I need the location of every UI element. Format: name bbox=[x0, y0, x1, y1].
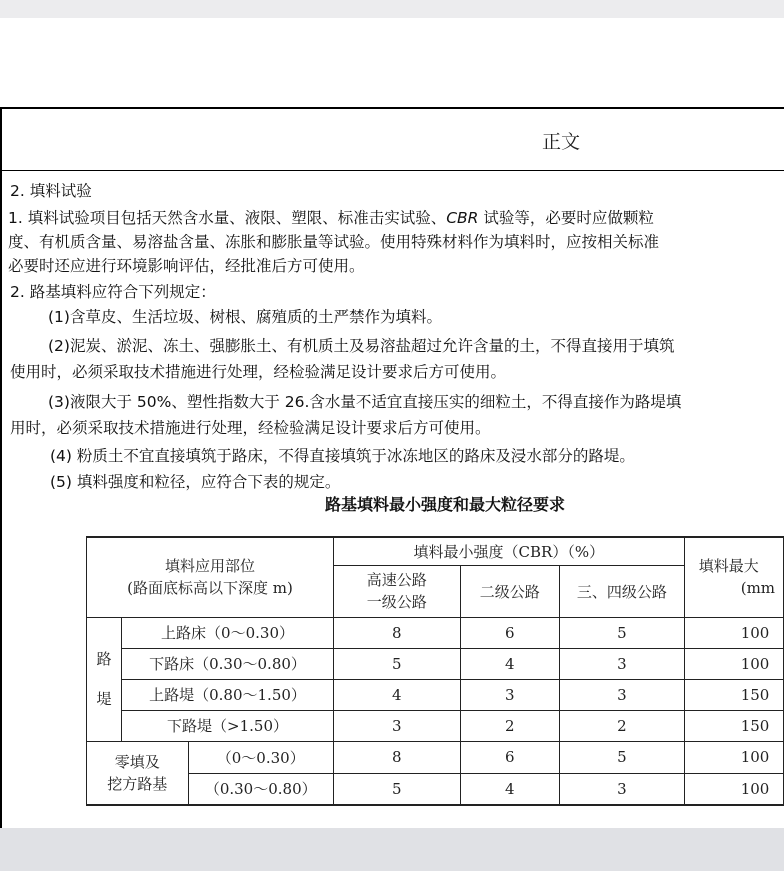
cbr-term: CBR bbox=[446, 209, 479, 227]
group-label-embankment: 路 堤 bbox=[87, 617, 122, 741]
row-value: 5 bbox=[559, 617, 684, 648]
rule-item-5: (5) 填料强度和粒径，应符合下表的规定。 bbox=[50, 473, 341, 491]
row-size: 100 bbox=[684, 648, 783, 679]
rule-item-4: (4) 粉质土不宜直接填筑于路床，不得直接填筑于冰冻地区的路床及浸水部分的路堤。 bbox=[50, 447, 635, 465]
document-page bbox=[0, 18, 784, 828]
window-top-strip bbox=[0, 0, 784, 18]
paragraph-text: 1. 填料试验项目包括天然含水量、液限、塑限、标准击实试验、 bbox=[8, 209, 447, 227]
table-title: 路基填料最小强度和最大粒径要求 bbox=[325, 495, 566, 514]
row-value: 5 bbox=[559, 741, 684, 773]
row-value: 6 bbox=[460, 617, 559, 648]
window-bottom-strip bbox=[0, 828, 784, 871]
row-value: 3 bbox=[559, 679, 684, 710]
header-position: 填料应用部位 (路面底标高以下深度 m) bbox=[87, 537, 334, 617]
rule-item-2: (2)泥炭、淤泥、冻土、强膨胀土、有机质土及易溶盐超过允许含量的土，不得直接用于填筑 bbox=[48, 337, 675, 355]
row-part: 下路床（0.30～0.80） bbox=[122, 648, 334, 679]
row-value: 8 bbox=[333, 741, 460, 773]
rule-item-1: (1)含草皮、生活垃圾、树根、腐殖质的土严禁作为填料。 bbox=[48, 308, 442, 326]
table-row bbox=[87, 773, 784, 805]
header-class2: 二级公路 bbox=[460, 565, 559, 617]
header-class34: 三、四级公路 bbox=[559, 565, 684, 617]
row-part: （0.30～0.80） bbox=[188, 773, 333, 805]
row-value: 3 bbox=[559, 773, 684, 805]
header-strength-group: 填料最小强度（CBR）（%） bbox=[333, 537, 684, 565]
row-value: 3 bbox=[559, 648, 684, 679]
row-size: 100 bbox=[684, 741, 783, 773]
row-part: （0～0.30） bbox=[188, 741, 333, 773]
row-value: 3 bbox=[460, 679, 559, 710]
row-value: 6 bbox=[460, 741, 559, 773]
row-value: 5 bbox=[333, 773, 460, 805]
row-value: 3 bbox=[333, 710, 460, 741]
row-size: 100 bbox=[684, 617, 783, 648]
page-title: 正文 bbox=[542, 131, 581, 153]
row-value: 4 bbox=[333, 679, 460, 710]
row-value: 2 bbox=[559, 710, 684, 741]
rule-item-3: (3)液限大于 50%、塑性指数大于 26.含水量不适宜直接压实的细粒土，不得直接作为路堤填 bbox=[48, 393, 682, 411]
paragraph-line: 必要时还应进行环境影响评估，经批准后方可使用。 bbox=[8, 257, 365, 275]
header-expressway: 高速公路 一级公路 bbox=[333, 565, 460, 617]
row-value: 2 bbox=[460, 710, 559, 741]
paragraph-line: 度、有机质含量、易溶盐含量、冻胀和膨胀量等试验。使用特殊材料作为填料时，应按相关标准 bbox=[8, 233, 660, 251]
row-part: 下路堤（>1.50） bbox=[122, 710, 334, 741]
paragraph-line bbox=[8, 208, 654, 228]
table-row bbox=[87, 617, 784, 648]
header-max-size: 填料最大 (mm bbox=[684, 537, 783, 617]
document-header bbox=[2, 109, 784, 171]
row-part: 上路堤（0.80～1.50） bbox=[122, 679, 334, 710]
group-label-zero-fill: 零填及 挖方路基 bbox=[87, 741, 189, 805]
table-row bbox=[87, 679, 784, 710]
table-row bbox=[87, 648, 784, 679]
paragraph-text: 试验等，必要时应做颗粒 bbox=[478, 209, 654, 227]
row-size: 150 bbox=[684, 710, 783, 741]
row-value: 5 bbox=[333, 648, 460, 679]
row-size: 100 bbox=[684, 773, 783, 805]
row-value: 4 bbox=[460, 648, 559, 679]
filler-requirements-table bbox=[86, 536, 784, 806]
table-row bbox=[87, 710, 784, 741]
row-size: 150 bbox=[684, 679, 783, 710]
rule-item-3-cont: 用时，必须采取技术措施进行处理，经检验满足设计要求后方可使用。 bbox=[10, 419, 491, 437]
table-row bbox=[87, 741, 784, 773]
section-heading-filler-test: 2. 填料试验 bbox=[10, 182, 92, 200]
row-value: 8 bbox=[333, 617, 460, 648]
rule-item-2-cont: 使用时，必须采取技术措施进行处理，经检验满足设计要求后方可使用。 bbox=[10, 363, 507, 381]
section-heading-fill-rules: 2. 路基填料应符合下列规定： bbox=[10, 283, 216, 301]
row-part: 上路床（0～0.30） bbox=[122, 617, 334, 648]
row-value: 4 bbox=[460, 773, 559, 805]
